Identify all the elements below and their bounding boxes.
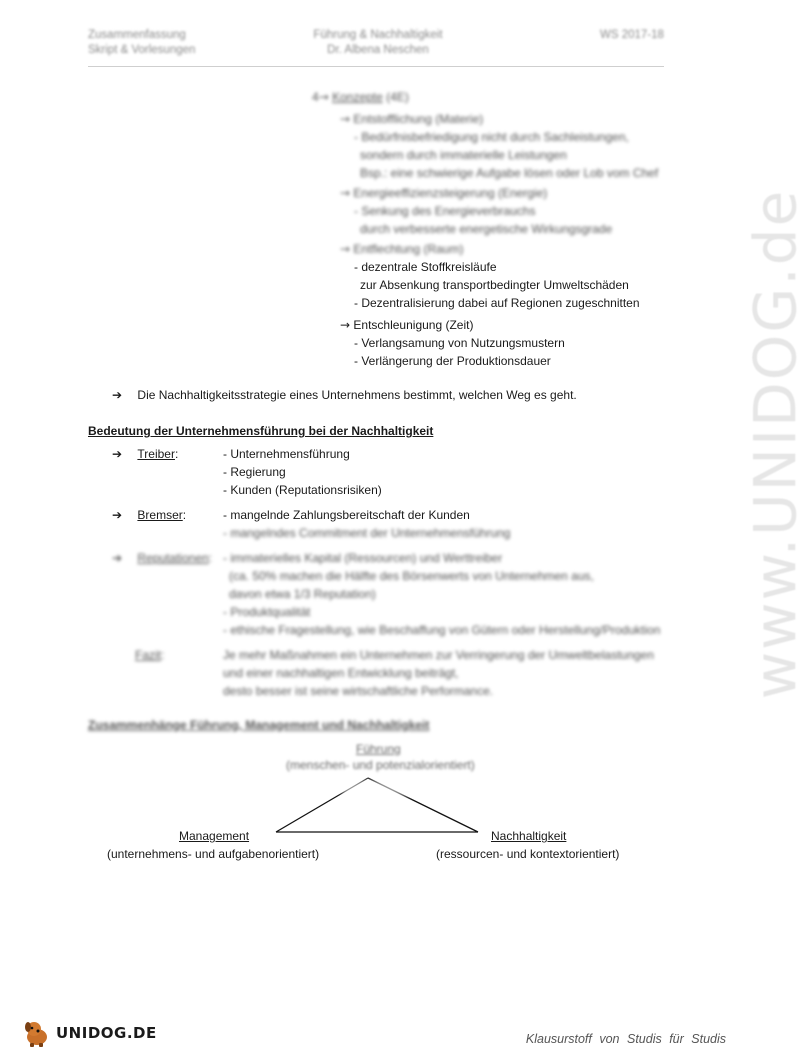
concepts-title-row <box>312 88 409 106</box>
e2-title-row <box>340 184 547 202</box>
fazit-line-2: und einer nachhaltigen Entwicklung beiträgt, <box>223 666 459 680</box>
footer-logo <box>22 1018 157 1048</box>
arrow-icon: ➔ <box>112 447 123 461</box>
strategy-row <box>112 386 577 404</box>
diagram-right-sub: (ressourcen- und kontextorientiert) <box>436 847 620 861</box>
arrow-icon: → <box>340 112 351 126</box>
fazit-label: Fazit <box>135 648 162 662</box>
header-left-line2: Skript & Vorlesungen <box>88 44 196 56</box>
e4-title: Entschleunigung (Zeit) <box>353 318 474 332</box>
bremser-item-1: - mangelnde Zahlungsbereitschaft der Kunden <box>223 508 470 522</box>
header-left <box>88 28 195 58</box>
reputationen-item-2: (ca. 50% machen die Hälfte des Börsenwerts von Unternehmen aus, <box>229 569 594 583</box>
e4-title-row <box>340 316 473 334</box>
reputationen-item-3: davon etwa 1/3 Reputation) <box>229 587 376 601</box>
e1-line1: - Bedürfnisbefriedigung nicht durch Sachleistungen, <box>354 130 629 144</box>
fazit-line-1: Je mehr Maßnahmen ein Unternehmen zur Verringerung der Umweltbelastungen <box>223 648 654 662</box>
e3-title-row <box>340 240 463 258</box>
arrow-icon: → <box>318 90 329 104</box>
arrow-icon: → <box>340 186 351 200</box>
triangle-blur-patch <box>342 780 412 796</box>
reputationen-item-4: - Produktqualität <box>223 605 311 619</box>
bremser-label: Bremser <box>137 508 183 522</box>
arrow-icon: ➔ <box>112 388 123 402</box>
e2-title: Energieeffizienzsteigerung (Energie) <box>353 186 548 200</box>
e3-title: Entflechtung (Raum) <box>353 242 464 256</box>
reputationen-row: ➔ Reputationen: <box>112 551 213 565</box>
diagram-top-label: Führung <box>356 742 401 756</box>
fazit-row: Fazit: <box>135 648 165 662</box>
e3-line2: zur Absenkung transportbedingter Umweltschäden <box>360 278 629 292</box>
arrow-icon: → <box>340 318 351 332</box>
diagram-left-sub: (unternehmens- und aufgabenorientiert) <box>107 847 320 861</box>
e3-line1: - dezentrale Stoffkreisläufe <box>354 260 497 274</box>
header-center-line1: Führung & Nachhaltigkeit <box>313 29 443 41</box>
bremser-row: ➔ Bremser: <box>112 508 187 522</box>
treiber-item-1: - Unternehmensführung <box>223 447 350 461</box>
header-center-line2: Dr. Albena Neschen <box>327 44 429 56</box>
concepts-arrow-prefix: 4 <box>312 90 319 104</box>
logo-text: UNIDOG.DE <box>56 1024 157 1042</box>
e1-title: Entstofflichung (Materie) <box>353 112 484 126</box>
concepts-title: Konzepte <box>332 90 383 104</box>
footer-tagline: Klausurstoff von Studis für Studis <box>525 1032 726 1046</box>
arrow-icon: ➔ <box>112 551 123 565</box>
section2-heading: Zusammenhänge Führung, Management und Nachhaltigkeit <box>88 718 430 732</box>
reputationen-label: Reputationen <box>137 551 209 565</box>
treiber-item-2: - Regierung <box>223 465 286 479</box>
e4-line1: - Verlangsamung von Nutzungsmustern <box>354 336 565 350</box>
header-divider <box>88 66 664 67</box>
header-right: WS 2017-18 <box>600 29 664 41</box>
header-center <box>310 28 446 58</box>
arrow-icon: ➔ <box>112 508 123 522</box>
arrow-icon: → <box>340 242 351 256</box>
reputationen-item-5: - ethische Fragestellung, wie Beschaffung von Gütern oder Herstellung/Produktion <box>223 623 661 637</box>
header-left-line1: Zusammenfassung <box>88 29 186 41</box>
treiber-row: ➔ Treiber: <box>112 447 179 461</box>
e2-line1: - Senkung des Energieverbrauchs <box>354 204 536 218</box>
concepts-title-suffix: (4E) <box>386 90 409 104</box>
fazit-line-3: desto besser ist seine wirtschaftliche Performance. <box>223 684 494 698</box>
e1-title-row <box>340 110 483 128</box>
bremser-item-2: - mangelndes Commitment der Unternehmensführung <box>223 526 511 540</box>
treiber-item-3: - Kunden (Reputationsrisiken) <box>223 483 382 497</box>
treiber-label: Treiber <box>137 447 175 461</box>
diagram-left-label: Management <box>179 829 250 843</box>
diagram-top-sub: (menschen- und potenzialorientiert) <box>286 758 475 772</box>
e1-line3: Bsp.: eine schwierige Aufgabe lösen oder Lob vom Chef <box>360 166 659 180</box>
e4-line2: - Verlängerung der Produktionsdauer <box>354 354 551 368</box>
diagram-right-label: Nachhaltigkeit <box>491 829 567 843</box>
strategy-text: Die Nachhaltigkeitsstrategie eines Unternehmens bestimmt, welchen Weg es geht. <box>137 388 577 402</box>
e3-line3: - Dezentralisierung dabei auf Regionen zugeschnitten <box>354 296 640 310</box>
dog-icon <box>22 1018 52 1048</box>
reputationen-item-1: - immaterielles Kapital (Ressourcen) und Werttreiber <box>223 551 503 565</box>
e2-line2: durch verbesserte energetische Wirkungsgrade <box>360 222 613 236</box>
diagram-triangle <box>270 770 485 836</box>
section1-heading: Bedeutung der Unternehmensführung bei der Nachhaltigkeit <box>88 424 434 438</box>
watermark: www.UNIDOG.de <box>741 188 809 700</box>
e1-line2: sondern durch immaterielle Leistungen <box>360 148 567 162</box>
